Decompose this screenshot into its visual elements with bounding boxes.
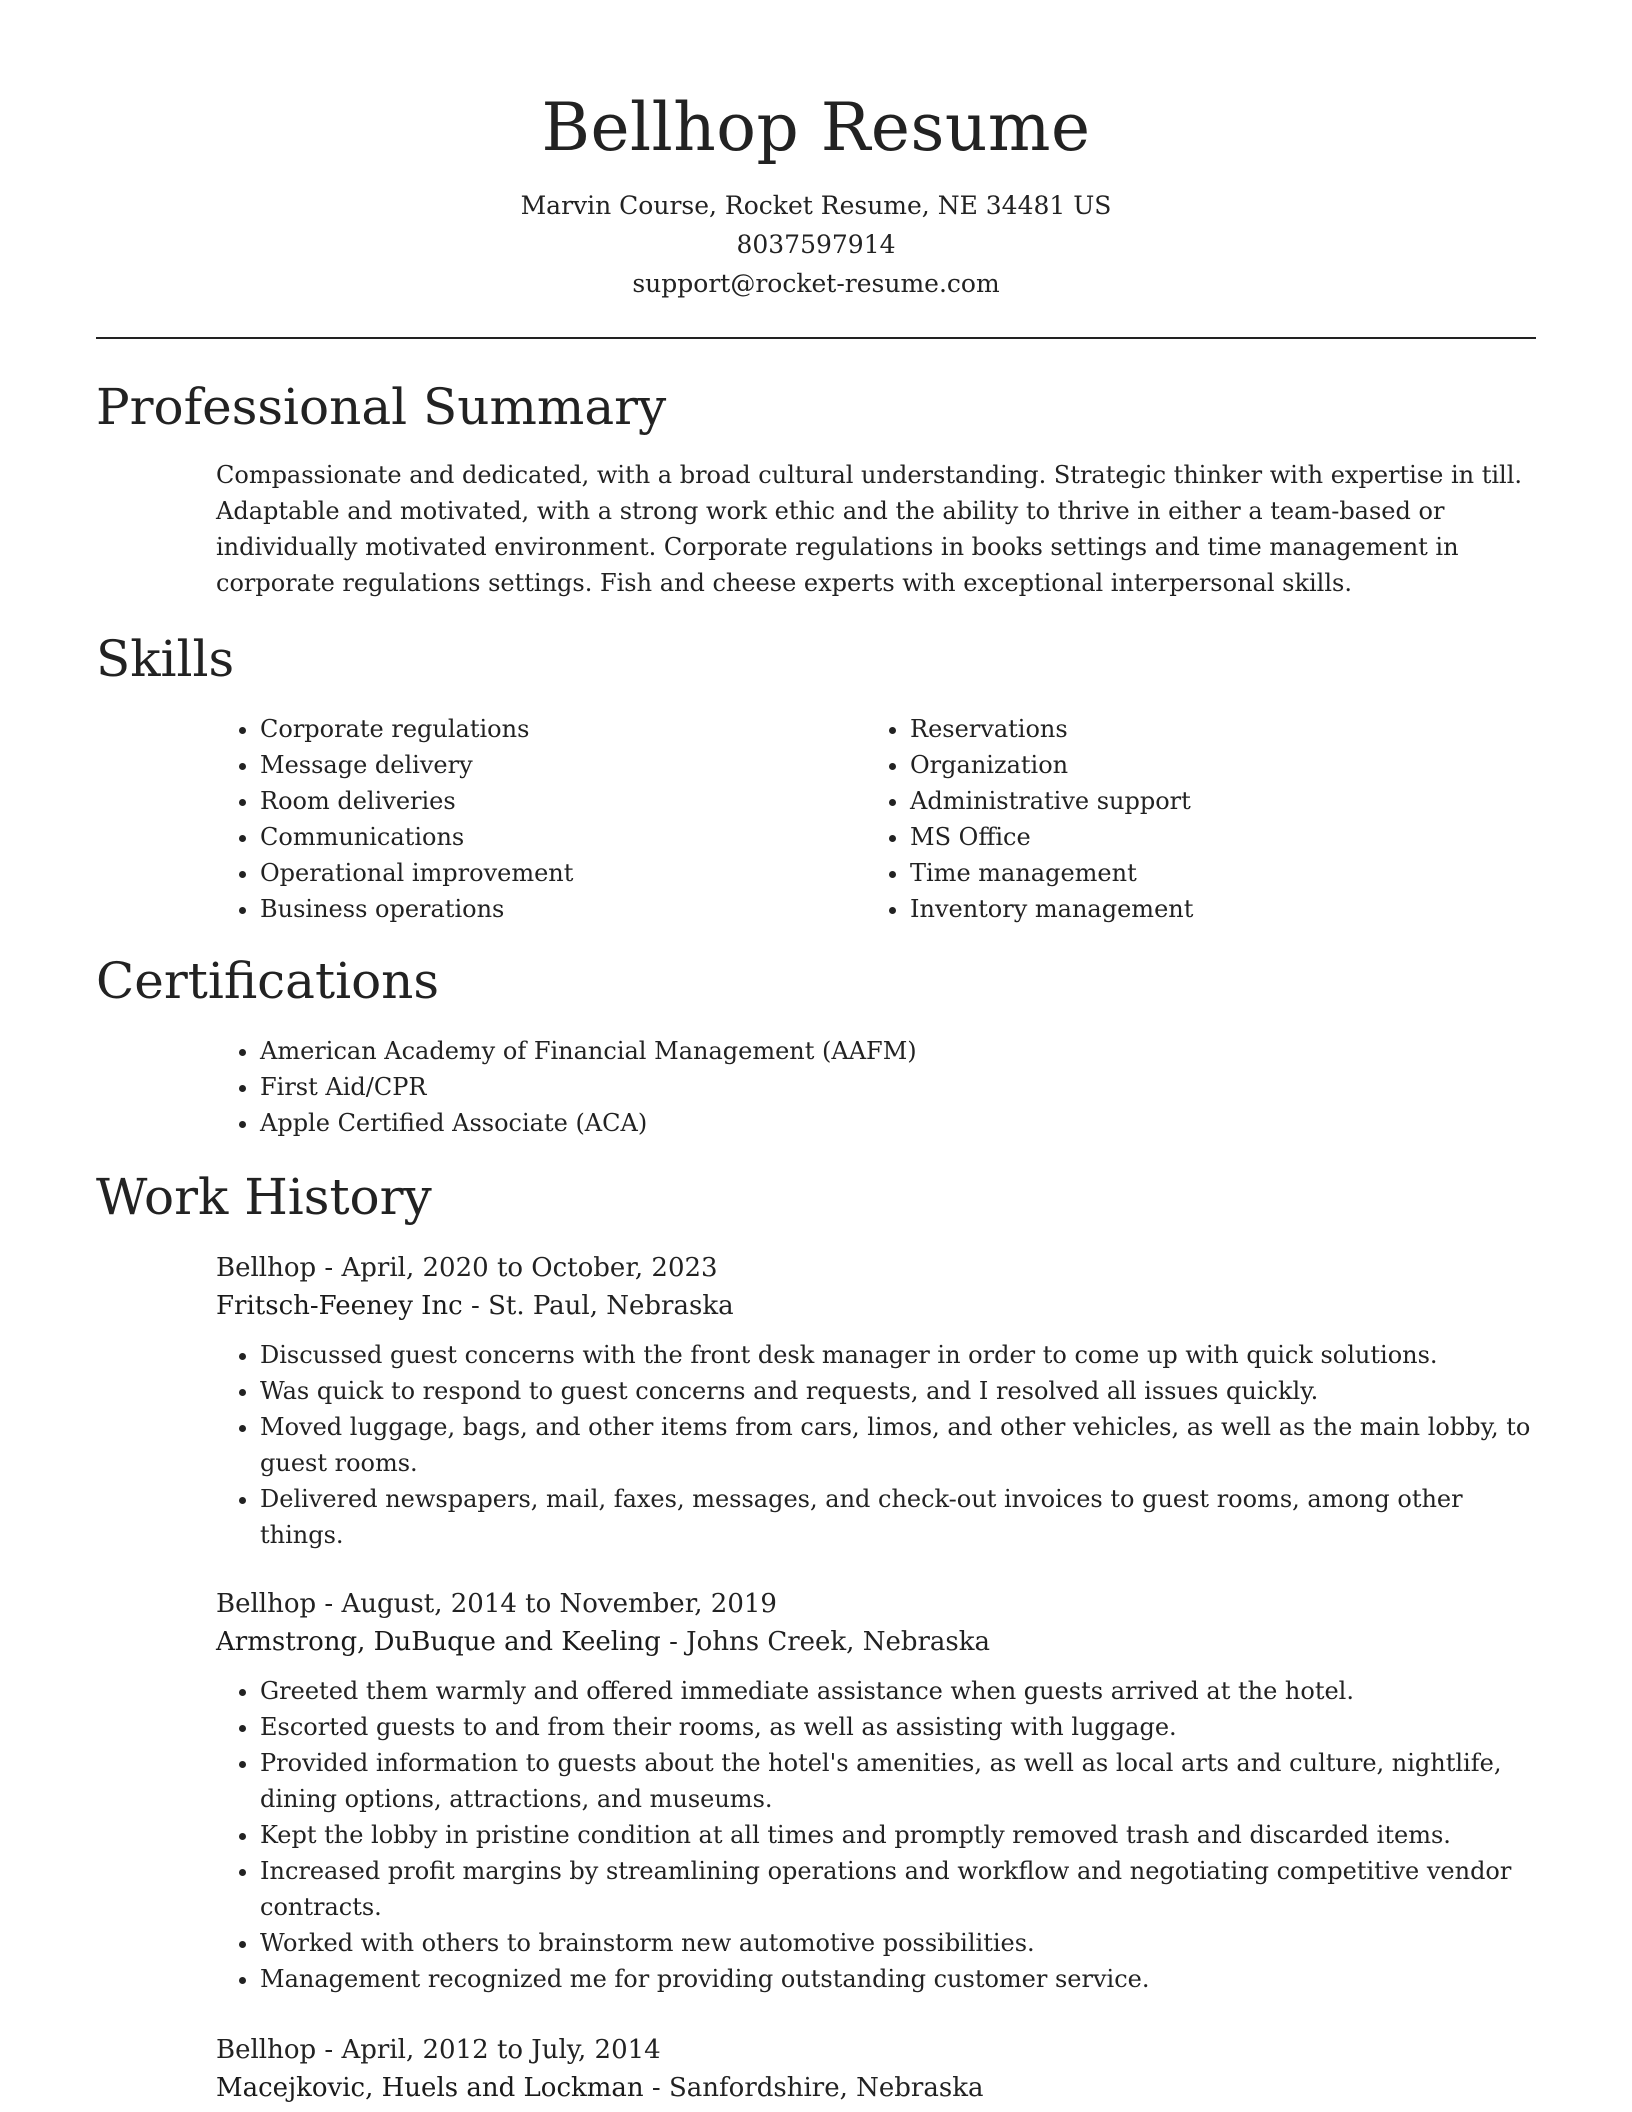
- job-dates: April, 2012 to July, 2014: [341, 2035, 661, 2065]
- certifications-list: [216, 1033, 1536, 1141]
- job-dates: August, 2014 to November, 2019: [341, 1589, 777, 1619]
- job-company: Armstrong, DuBuque and Keeling: [216, 1627, 661, 1657]
- job-bullet-list: [216, 1673, 1550, 1997]
- job-company: Fritsch-Feeney Inc: [216, 1291, 463, 1321]
- summary-text: Compassionate and dedicated, with a broad cultural understanding. Strategic thinker with expertise in till. Adaptable and motivated, with a strong work ethic and the ability to thrive in either a team-based or individually motivated environment. Corporate regulations in books settings and time management in corporate regulations settings. Fish and cheese experts with exceptional interpersonal skills.: [216, 461, 1523, 597]
- page-title: Bellhop Resume: [541, 89, 1091, 166]
- job-bullet-list: [216, 1337, 1550, 1553]
- separator: -: [462, 1291, 489, 1321]
- job-company-line: [216, 1287, 1536, 1325]
- job-bullet: • Moved luggage, bags, and other items from cars, limos, and other vehicles, as well as the main lobby, to guest rooms.: [260, 1409, 1550, 1481]
- skills-columns: [216, 711, 1536, 927]
- job-company: Macejkovic, Huels and Lockman: [216, 2073, 644, 2103]
- job-bullet: • Greeted them warmly and offered immediate assistance when guests arrived at the hotel.: [260, 1673, 1550, 1709]
- separator: -: [643, 2073, 669, 2103]
- skill-item: • Inventory management: [910, 891, 1516, 927]
- job-title: Bellhop: [216, 1589, 317, 1619]
- skill-item: • Administrative support: [910, 783, 1516, 819]
- certification-item: • Apple Certified Associate (ACA): [260, 1105, 1536, 1141]
- skills-list-left: [216, 711, 866, 927]
- job-title: Bellhop: [216, 2035, 317, 2065]
- job-bullet: • Delivered newspapers, mail, faxes, messages, and check-out invoices to guest rooms, among other things.: [260, 1481, 1550, 1553]
- job-location: St. Paul, Nebraska: [488, 1291, 734, 1321]
- skill-item: • Operational improvement: [260, 855, 866, 891]
- job-title-line: [216, 2031, 1536, 2069]
- phone-line: 8037597914: [736, 230, 896, 259]
- job-bullet: • Kept the lobby in pristine condition at all times and promptly removed trash and discarded items.: [260, 1817, 1550, 1853]
- resume-header: [96, 0, 1536, 303]
- job-bullet: • Was quick to respond to guest concerns and requests, and I resolved all issues quickly.: [260, 1373, 1550, 1409]
- skills-heading: Skills: [96, 630, 235, 688]
- skill-item: • Organization: [910, 747, 1516, 783]
- job-bullet: • Increased profit margins by streamlining operations and workflow and negotiating competitive vendor contracts.: [260, 1853, 1550, 1925]
- job-title-line: [216, 1249, 1536, 1287]
- skill-item: • Time management: [910, 855, 1516, 891]
- job-dates: April, 2020 to October, 2023: [341, 1253, 718, 1283]
- resume-page: [96, 0, 1536, 2107]
- job-bullet: • Worked with others to brainstorm new automotive possibilities.: [260, 1925, 1550, 1961]
- job-bullet: • Management recognized me for providing outstanding customer service.: [260, 1961, 1550, 1997]
- address-line: Marvin Course, Rocket Resume, NE 34481 US: [520, 191, 1112, 220]
- job-location: Sanfordshire, Nebraska: [668, 2073, 984, 2103]
- certification-item: • First Aid/CPR: [260, 1069, 1536, 1105]
- separator: -: [316, 1589, 342, 1619]
- skill-item: • MS Office: [910, 819, 1516, 855]
- job-bullet: • Provided information to guests about the hotel's amenities, as well as local arts and culture, nightlife, dining options, attractions, and museums.: [260, 1745, 1550, 1817]
- job-bullet: • Discussed guest concerns with the front desk manager in order to come up with quick solutions.: [260, 1337, 1550, 1373]
- skill-item: • Message delivery: [260, 747, 866, 783]
- skill-item: • Communications: [260, 819, 866, 855]
- job-entry: [216, 1249, 1536, 1553]
- summary-heading: Professional Summary: [96, 378, 667, 436]
- job-company-line: [216, 1623, 1536, 1661]
- certifications-heading: Certifications: [96, 952, 440, 1010]
- separator: -: [316, 2035, 342, 2065]
- job-title: Bellhop: [216, 1253, 317, 1283]
- job-title-line: [216, 1585, 1536, 1623]
- header-divider: [96, 337, 1536, 339]
- skill-item: • Room deliveries: [260, 783, 866, 819]
- work-history-heading: Work History: [96, 1168, 432, 1226]
- separator: -: [660, 1627, 687, 1657]
- job-entry: [216, 1585, 1536, 1997]
- email-line: support@rocket-resume.com: [632, 269, 1000, 298]
- job-location: Johns Creek, Nebraska: [686, 1627, 991, 1657]
- skills-list-right: [866, 711, 1516, 927]
- certification-item: • American Academy of Financial Management (AAFM): [260, 1033, 1536, 1069]
- job-entry: [216, 2031, 1536, 2107]
- job-bullet: • Escorted guests to and from their rooms, as well as assisting with luggage.: [260, 1709, 1550, 1745]
- job-company-line: [216, 2069, 1536, 2107]
- skill-item: • Corporate regulations: [260, 711, 866, 747]
- skill-item: • Business operations: [260, 891, 866, 927]
- skill-item: • Reservations: [910, 711, 1516, 747]
- separator: -: [316, 1253, 342, 1283]
